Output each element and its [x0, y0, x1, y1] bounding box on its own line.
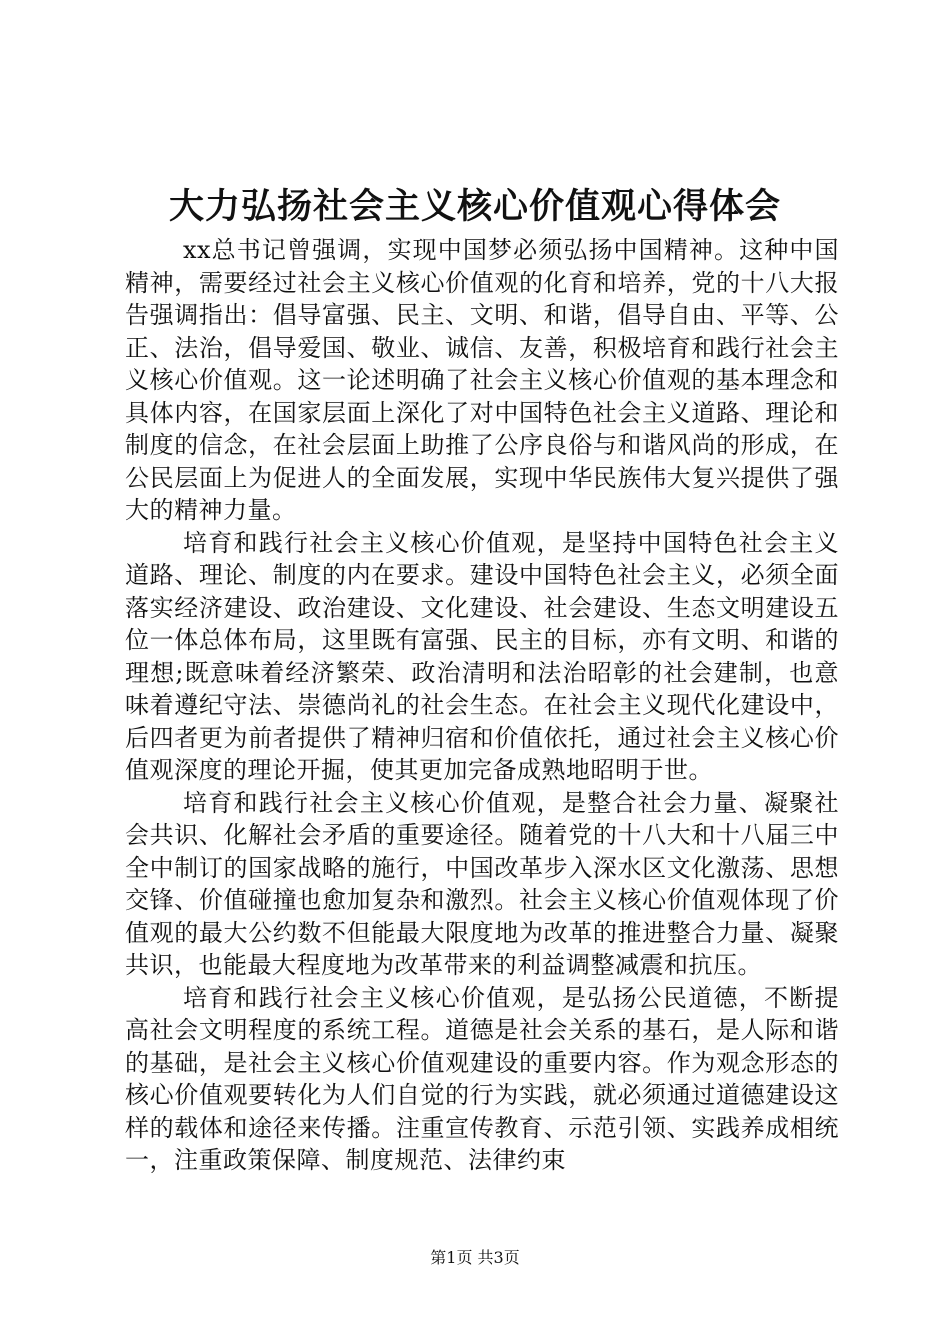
paragraph-2: 培育和践行社会主义核心价值观，是坚持中国特色社会主义道路、理论、制度的内在要求。建设中国特色社会主义，必须全面落实经济建设、政治建设、文化建设、社会建设、生态文明建设五位一体总体布局，这里既有富强、民主的目标，亦有文明、和谐的理想;既意味着经济繁荣、政治清明和法治昭彰的社会建制，也意味着遵纪守法、崇德尚礼的社会生态。在社会主义现代化建设中，后四者更为前者提供了精神归宿和价值依托，通过社会主义核心价值观深度的理论开掘，使其更加完备成熟地昭明于世。 — [125, 528, 839, 784]
document-title: 大力弘扬社会主义核心价值观心得体会 — [168, 186, 781, 227]
document-body — [125, 234, 839, 1177]
paragraph-4: 培育和践行社会主义核心价值观，是弘扬公民道德，不断提高社会文明程度的系统工程。道德是社会关系的基石，是人际和谐的基础，是社会主义核心价值观建设的重要内容。作为观念形态的核心价值观要转化为人们自觉的行为实践，就必须通过道德建设这样的载体和途径来传播。注重宣传教育、示范引领、实践养成相统一，注重政策保障、制度规范、法律约束 — [125, 983, 839, 1174]
page-number-footer: 第1页 共3页 — [430, 1248, 520, 1267]
paragraph-3: 培育和践行社会主义核心价值观，是整合社会力量、凝聚社会共识、化解社会矛盾的重要途径。随着党的十八大和十八届三中全中制订的国家战略的施行，中国改革步入深水区文化激荡、思想交锋、价值碰撞也愈加复杂和激烈。社会主义核心价值观体现了价值观的最大公约数不但能最大限度地为改革的推进整合力量、凝聚共识，也能最大程度地为改革带来的利益调整减震和抗压。 — [125, 788, 839, 979]
paragraph-1: xx总书记曾强调，实现中国梦必须弘扬中国精神。这种中国精神，需要经过社会主义核心价值观的化育和培养，党的十八大报告强调指出：倡导富强、民主、文明、和谐，倡导自由、平等、公正、法治，倡导爱国、敬业、诚信、友善，积极培育和践行社会主义核心价值观。这一论述明确了社会主义核心价值观的基本理念和具体内容，在国家层面上深化了对中国特色社会主义道路、理论和制度的信念，在社会层面上助推了公序良俗与和谐风尚的形成，在公民层面上为促进人的全面发展，实现中华民族伟大复兴提供了强大的精神力量。 — [125, 236, 839, 524]
